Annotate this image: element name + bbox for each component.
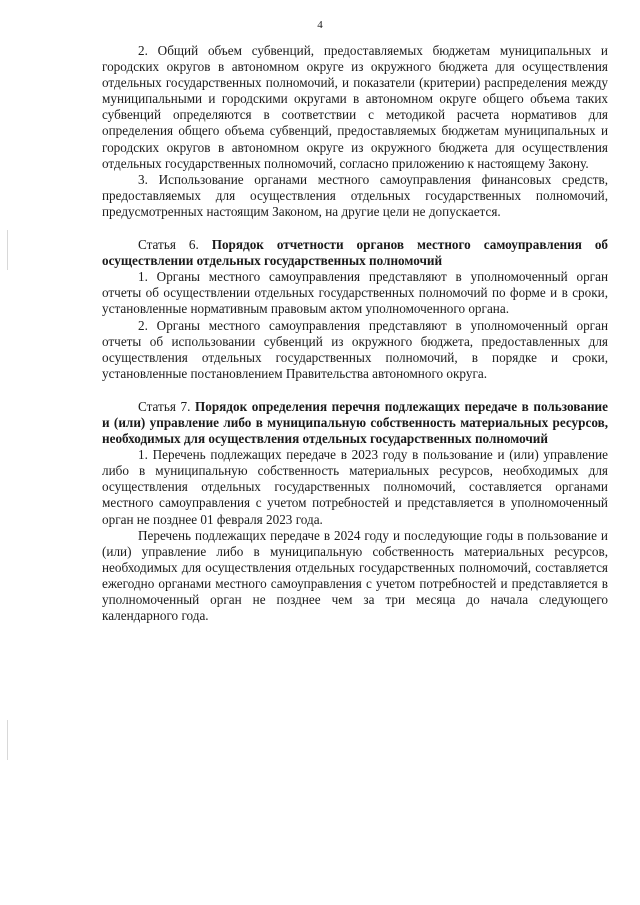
article-7-heading	[102, 399, 608, 447]
spacer	[102, 382, 608, 399]
paragraph-art6-2: 2. Органы местного самоуправления представляют в уполномоченный орган отчеты об использовании субвенций из окружного бюджета, предоставленных для осуществления отдельных государственных полномочий, в порядке и сроки, установленные постановлением Правительства автономного округа.	[102, 317, 608, 381]
spacer	[102, 220, 608, 237]
article-7-label: Статья 7.	[138, 398, 191, 414]
scan-margin-mark	[7, 230, 8, 270]
article-6-label: Статья 6.	[138, 237, 199, 253]
paragraph-s5-2: 2. Общий объем субвенций, предоставляемых бюджетам муниципальных и городских округов в автономном округе из окружного бюджета для осуществления отдельных государственных полномочий, и показатели (критерии) распределения между муниципальными и городскими округами в автономном округе общего объема таких субвенций определяются в соответствии с методикой расчета нормативов для определения общего объема субвенций, предоставляемых бюджетам муниципальных и городских округов в автономном округе из окружного бюджета для осуществления отдельных государственных полномочий, согласно приложению к настоящему Закону.	[102, 43, 608, 171]
article-6-heading	[102, 237, 608, 269]
article-7-title: Порядок определения перечня подлежащих передаче в пользование и (или) управление либо в муниципальную собственность материальных ресурсов, необходимых для осуществления отдельных государственных полномочий	[102, 398, 608, 447]
paragraph-art6-1: 1. Органы местного самоуправления представляют в уполномоченный орган отчеты об осуществлении отдельных государственных полномочий по форме и в сроки, установленные нормативным правовым актом уполномоченного органа.	[102, 269, 608, 317]
paragraph-art7-2: Перечень подлежащих передаче в 2024 году и последующие годы в пользование и (или) управление либо в муниципальную собственность материальных ресурсов, необходимых для осуществления отдельных государственных полномочий, составляется ежегодно органами местного самоуправления с учетом потребностей и представляется в уполномоченный орган не позднее чем за три месяца до начала следующего календарного года.	[102, 527, 608, 624]
paragraph-art7-1: 1. Перечень подлежащих передаче в 2023 году в пользование и (или) управление либо в муниципальную собственность материальных ресурсов, необходимых для осуществления отдельных государственных полномочий, составляется органами местного самоуправления с учетом потребностей и представляется в уполномоченный орган не позднее 01 февраля 2023 года.	[102, 447, 608, 527]
document-body	[102, 43, 608, 624]
scan-margin-mark	[7, 720, 8, 760]
article-6-title: Порядок отчетности органов местного самоуправления об осуществлении отдельных государственных полномочий	[102, 237, 609, 269]
paragraph-s5-3: 3. Использование органами местного самоуправления финансовых средств, предоставляемых для осуществления отдельных государственных полномочий, предусмотренных настоящим Законом, на другие цели не допускается.	[102, 171, 608, 219]
page-number: 4	[317, 19, 323, 31]
